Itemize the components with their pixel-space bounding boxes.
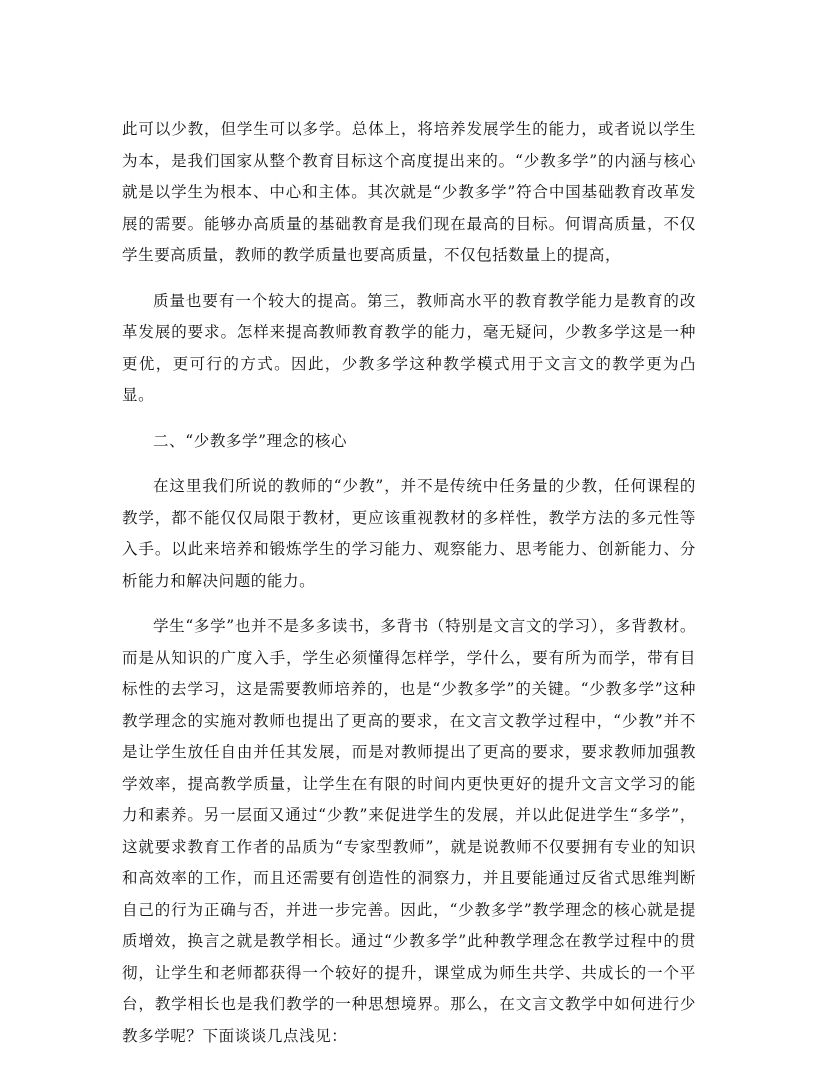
document-body (122, 114, 696, 1066)
paragraph-3: 在这里我们所说的教师的“少教”，并不是传统中任务量的少教，任何课程的教学，都不能仅仅局限于教材，更应该重视教材的多样性，教学方法的多元性等入手。以此来培养和锻炼学生的学习能力、观察能力、思考能力、创新能力、分析能力和解决问题的能力。 (122, 477, 696, 590)
section-heading: 二、“少教多学”理念的核心 (153, 431, 348, 450)
paragraph-2: 质量也要有一个较大的提高。第三，教师高水平的教育教学能力是教育的改革发展的要求。怎样来提高教师教育教学的能力，毫无疑问，少教多学这是一种更优，更可行的方式。因此，少教多学这种教学模式用于文言文的教学更为凸显。 (122, 291, 696, 404)
paragraph-1: 此可以少教，但学生可以多学。总体上，将培养发展学生的能力，或者说以学生为本，是我们国家从整个教育目标这个高度提出来的。“少教多学”的内涵与核心就是以学生为根本、中心和主体。其次就是“少教多学”符合中国基础教育改革发展的需要。能够办高质量的基础教育是我们现在最高的目标。何谓高质量，不仅学生要高质量，教师的教学质量也要高质量，不仅包括数量上的提高， (122, 120, 696, 264)
paragraph-4: 学生“多学”也并不是多多读书，多背书（特别是文言文的学习），多背教材。而是从知识的广度入手，学生必须懂得怎样学，学什么，要有所为而学，带有目标性的去学习，这是需要教师培养的，也是“少教多学”的关键。“少教多学”这种教学理念的实施对教师也提出了更高的要求，在文言文教学过程中，“少教”并不是让学生放任自由并任其发展，而是对教师提出了更高的要求，要求教师加强教学效率，提高教学质量，让学生在有限的时间内更快更好的提升文言文学习的能力和素养。另一层面又通过“少教”来促进学生的发展，并以此促进学生“多学”，这就要求教育工作者的品质为“专家型教师”，就是说教师不仅要拥有专业的知识和高效率的工作，而且还需要有创造性的洞察力，并且要能通过反省式思维判断自己的行为正确与否，并进一步完善。因此，“少教多学”教学理念的核心就是提质增效，换言之就是教学相长。通过“少教多学”此种教学理念在教学过程中的贯彻，让学生和老师都获得一个较好的提升，课堂成为师生共学、共成长的一个平台，教学相长也是我们教学的一种思想境界。那么，在文言文教学中如何进行少教多学呢？下面谈谈几点浅见： (122, 617, 696, 1045)
